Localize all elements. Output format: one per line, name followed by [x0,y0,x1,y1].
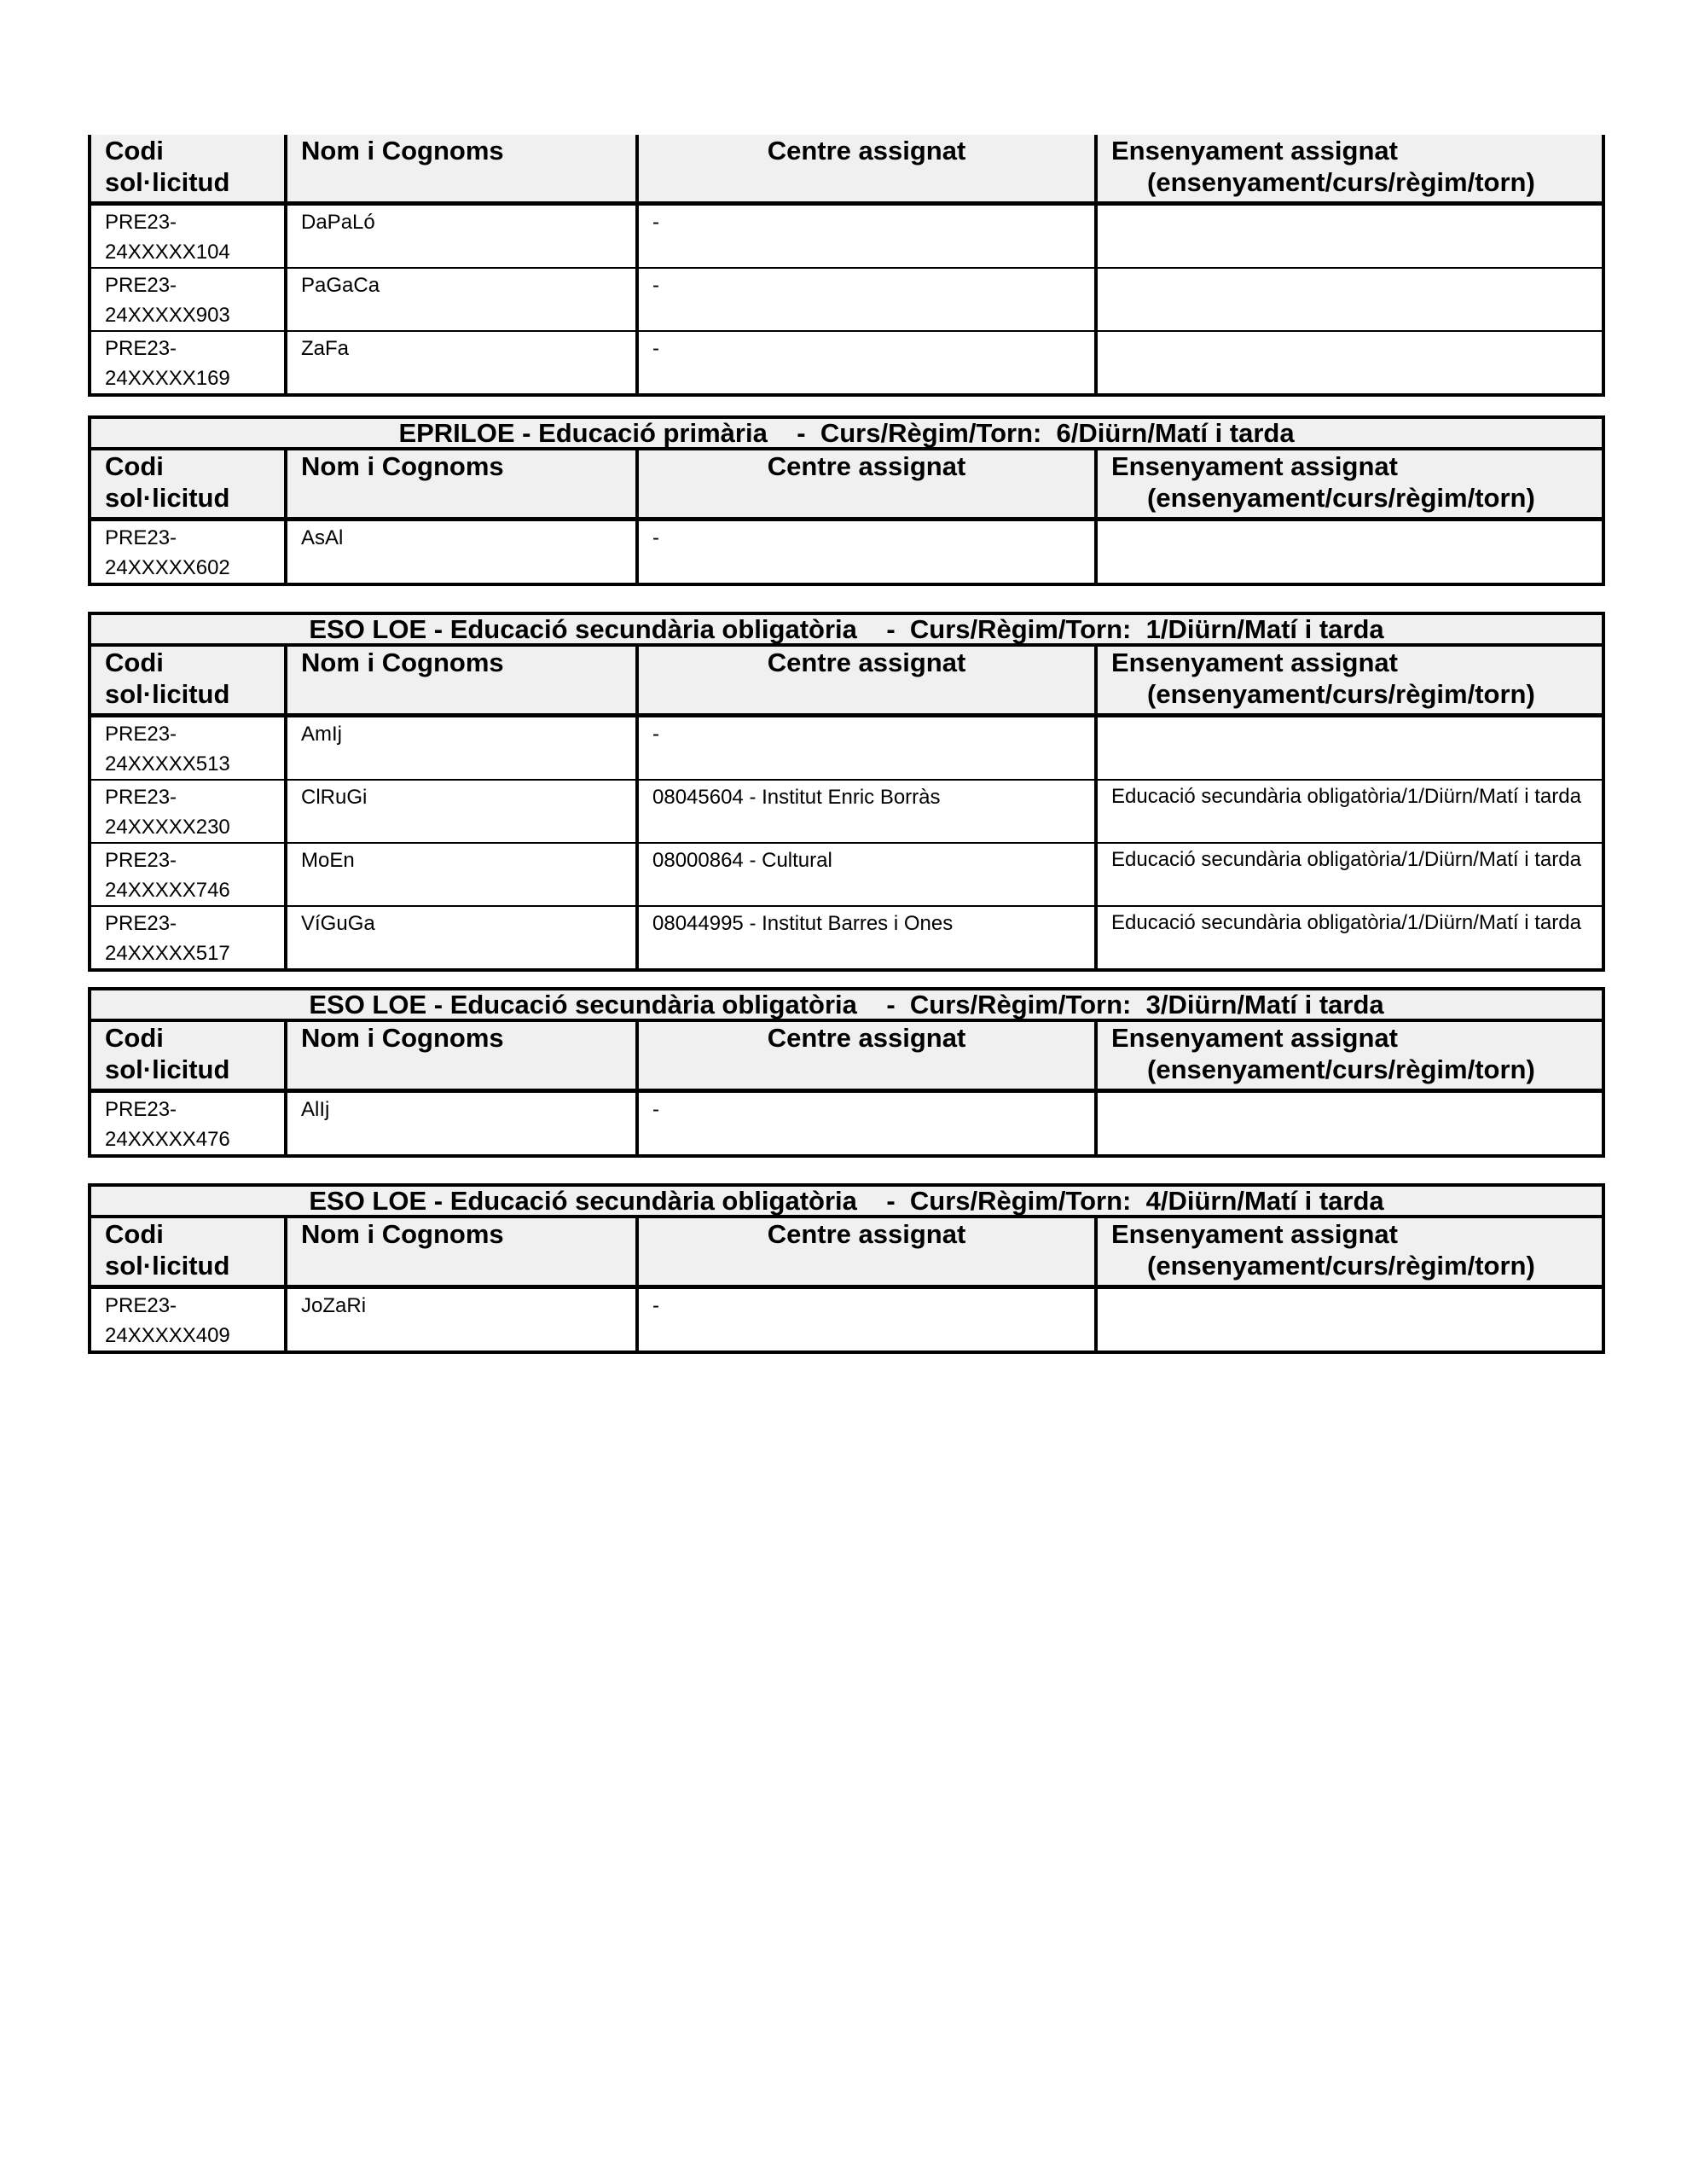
cell-codi: PRE23- 24XXXXX476 [90,1091,286,1157]
table-title: EPRILOE - Educació primària - Curs/Règim/Torn: 6/Diürn/Matí i tarda [90,417,1603,449]
cell-nom: JoZaRi [286,1287,637,1353]
header-ensenyament: Ensenyament assignat (ensenyament/curs/règim/torn) [1096,645,1603,716]
cell-codi: PRE23- 24XXXXX104 [90,204,286,269]
assignment-table-1 [88,135,1605,397]
table-title-row [90,613,1603,645]
cell-ensenyament: Educació secundària obligatòria/1/Diürn/Matí i tarda [1096,780,1603,843]
header-codi: Codi sol·licitud [90,1020,286,1091]
header-ensenyament: Ensenyament assignat (ensenyament/curs/règim/torn) [1096,135,1603,204]
cell-codi: PRE23- 24XXXXX230 [90,780,286,843]
cell-centre: - [637,520,1096,585]
cell-ensenyament [1096,520,1603,585]
table-row [90,843,1603,906]
cell-nom: MoEn [286,843,637,906]
cell-ensenyament [1096,331,1603,395]
cell-centre: - [637,1091,1096,1157]
table-title-row [90,989,1603,1020]
cell-nom: AlIj [286,1091,637,1157]
cell-codi: PRE23- 24XXXXX602 [90,520,286,585]
header-centre: Centre assignat [637,1020,1096,1091]
cell-ensenyament: Educació secundària obligatòria/1/Diürn/Matí i tarda [1096,843,1603,906]
header-ensenyament: Ensenyament assignat (ensenyament/curs/règim/torn) [1096,1020,1603,1091]
header-codi: Codi sol·licitud [90,135,286,204]
cell-nom: ClRuGi [286,780,637,843]
cell-centre: - [637,1287,1096,1353]
assignment-table-5 [88,1183,1605,1354]
table-title-row [90,417,1603,449]
header-nom: Nom i Cognoms [286,645,637,716]
table-header [90,1217,1603,1287]
cell-centre: 08045604 - Institut Enric Borràs [637,780,1096,843]
cell-ensenyament [1096,204,1603,269]
table-header [90,645,1603,716]
cell-codi: PRE23- 24XXXXX169 [90,331,286,395]
header-codi: Codi sol·licitud [90,1217,286,1287]
cell-nom: VíGuGa [286,906,637,970]
table-title: ESO LOE - Educació secundària obligatòria - Curs/Règim/Torn: 4/Diürn/Matí i tarda [90,1185,1603,1217]
header-nom: Nom i Cognoms [286,1020,637,1091]
table-title: ESO LOE - Educació secundària obligatòria - Curs/Règim/Torn: 1/Diürn/Matí i tarda [90,613,1603,645]
cell-ensenyament: Educació secundària obligatòria/1/Diürn/Matí i tarda [1096,906,1603,970]
header-ensenyament: Ensenyament assignat (ensenyament/curs/règim/torn) [1096,449,1603,520]
table-row [90,716,1603,781]
cell-codi: PRE23- 24XXXXX517 [90,906,286,970]
table-row [90,906,1603,970]
cell-codi: PRE23- 24XXXXX903 [90,268,286,331]
assignment-table-2 [88,415,1605,586]
table-header [90,1020,1603,1091]
header-ensenyament: Ensenyament assignat (ensenyament/curs/règim/torn) [1096,1217,1603,1287]
cell-nom: AsAl [286,520,637,585]
table-title-row [90,1185,1603,1217]
table-row [90,268,1603,331]
cell-centre: 08000864 - Cultural [637,843,1096,906]
cell-centre: - [637,716,1096,781]
table-row [90,1091,1603,1157]
cell-ensenyament [1096,1091,1603,1157]
header-nom: Nom i Cognoms [286,135,637,204]
table-header [90,449,1603,520]
cell-centre: - [637,331,1096,395]
cell-ensenyament [1096,1287,1603,1353]
assignment-table-3 [88,612,1605,972]
header-codi: Codi sol·licitud [90,645,286,716]
header-codi: Codi sol·licitud [90,449,286,520]
header-centre: Centre assignat [637,645,1096,716]
cell-centre: 08044995 - Institut Barres i Ones [637,906,1096,970]
cell-centre: - [637,268,1096,331]
table-row [90,204,1603,269]
cell-nom: ZaFa [286,331,637,395]
cell-codi: PRE23- 24XXXXX746 [90,843,286,906]
assignment-table-4 [88,987,1605,1158]
header-centre: Centre assignat [637,1217,1096,1287]
table-row [90,520,1603,585]
cell-nom: AmIj [286,716,637,781]
header-nom: Nom i Cognoms [286,449,637,520]
table-row [90,331,1603,395]
table-row [90,780,1603,843]
cell-centre: - [637,204,1096,269]
header-centre: Centre assignat [637,135,1096,204]
table-header [90,135,1603,204]
header-centre: Centre assignat [637,449,1096,520]
cell-codi: PRE23- 24XXXXX513 [90,716,286,781]
cell-nom: DaPaLó [286,204,637,269]
header-nom: Nom i Cognoms [286,1217,637,1287]
cell-ensenyament [1096,268,1603,331]
cell-ensenyament [1096,716,1603,781]
table-title: ESO LOE - Educació secundària obligatòria - Curs/Règim/Torn: 3/Diürn/Matí i tarda [90,989,1603,1020]
table-row [90,1287,1603,1353]
cell-codi: PRE23- 24XXXXX409 [90,1287,286,1353]
cell-nom: PaGaCa [286,268,637,331]
